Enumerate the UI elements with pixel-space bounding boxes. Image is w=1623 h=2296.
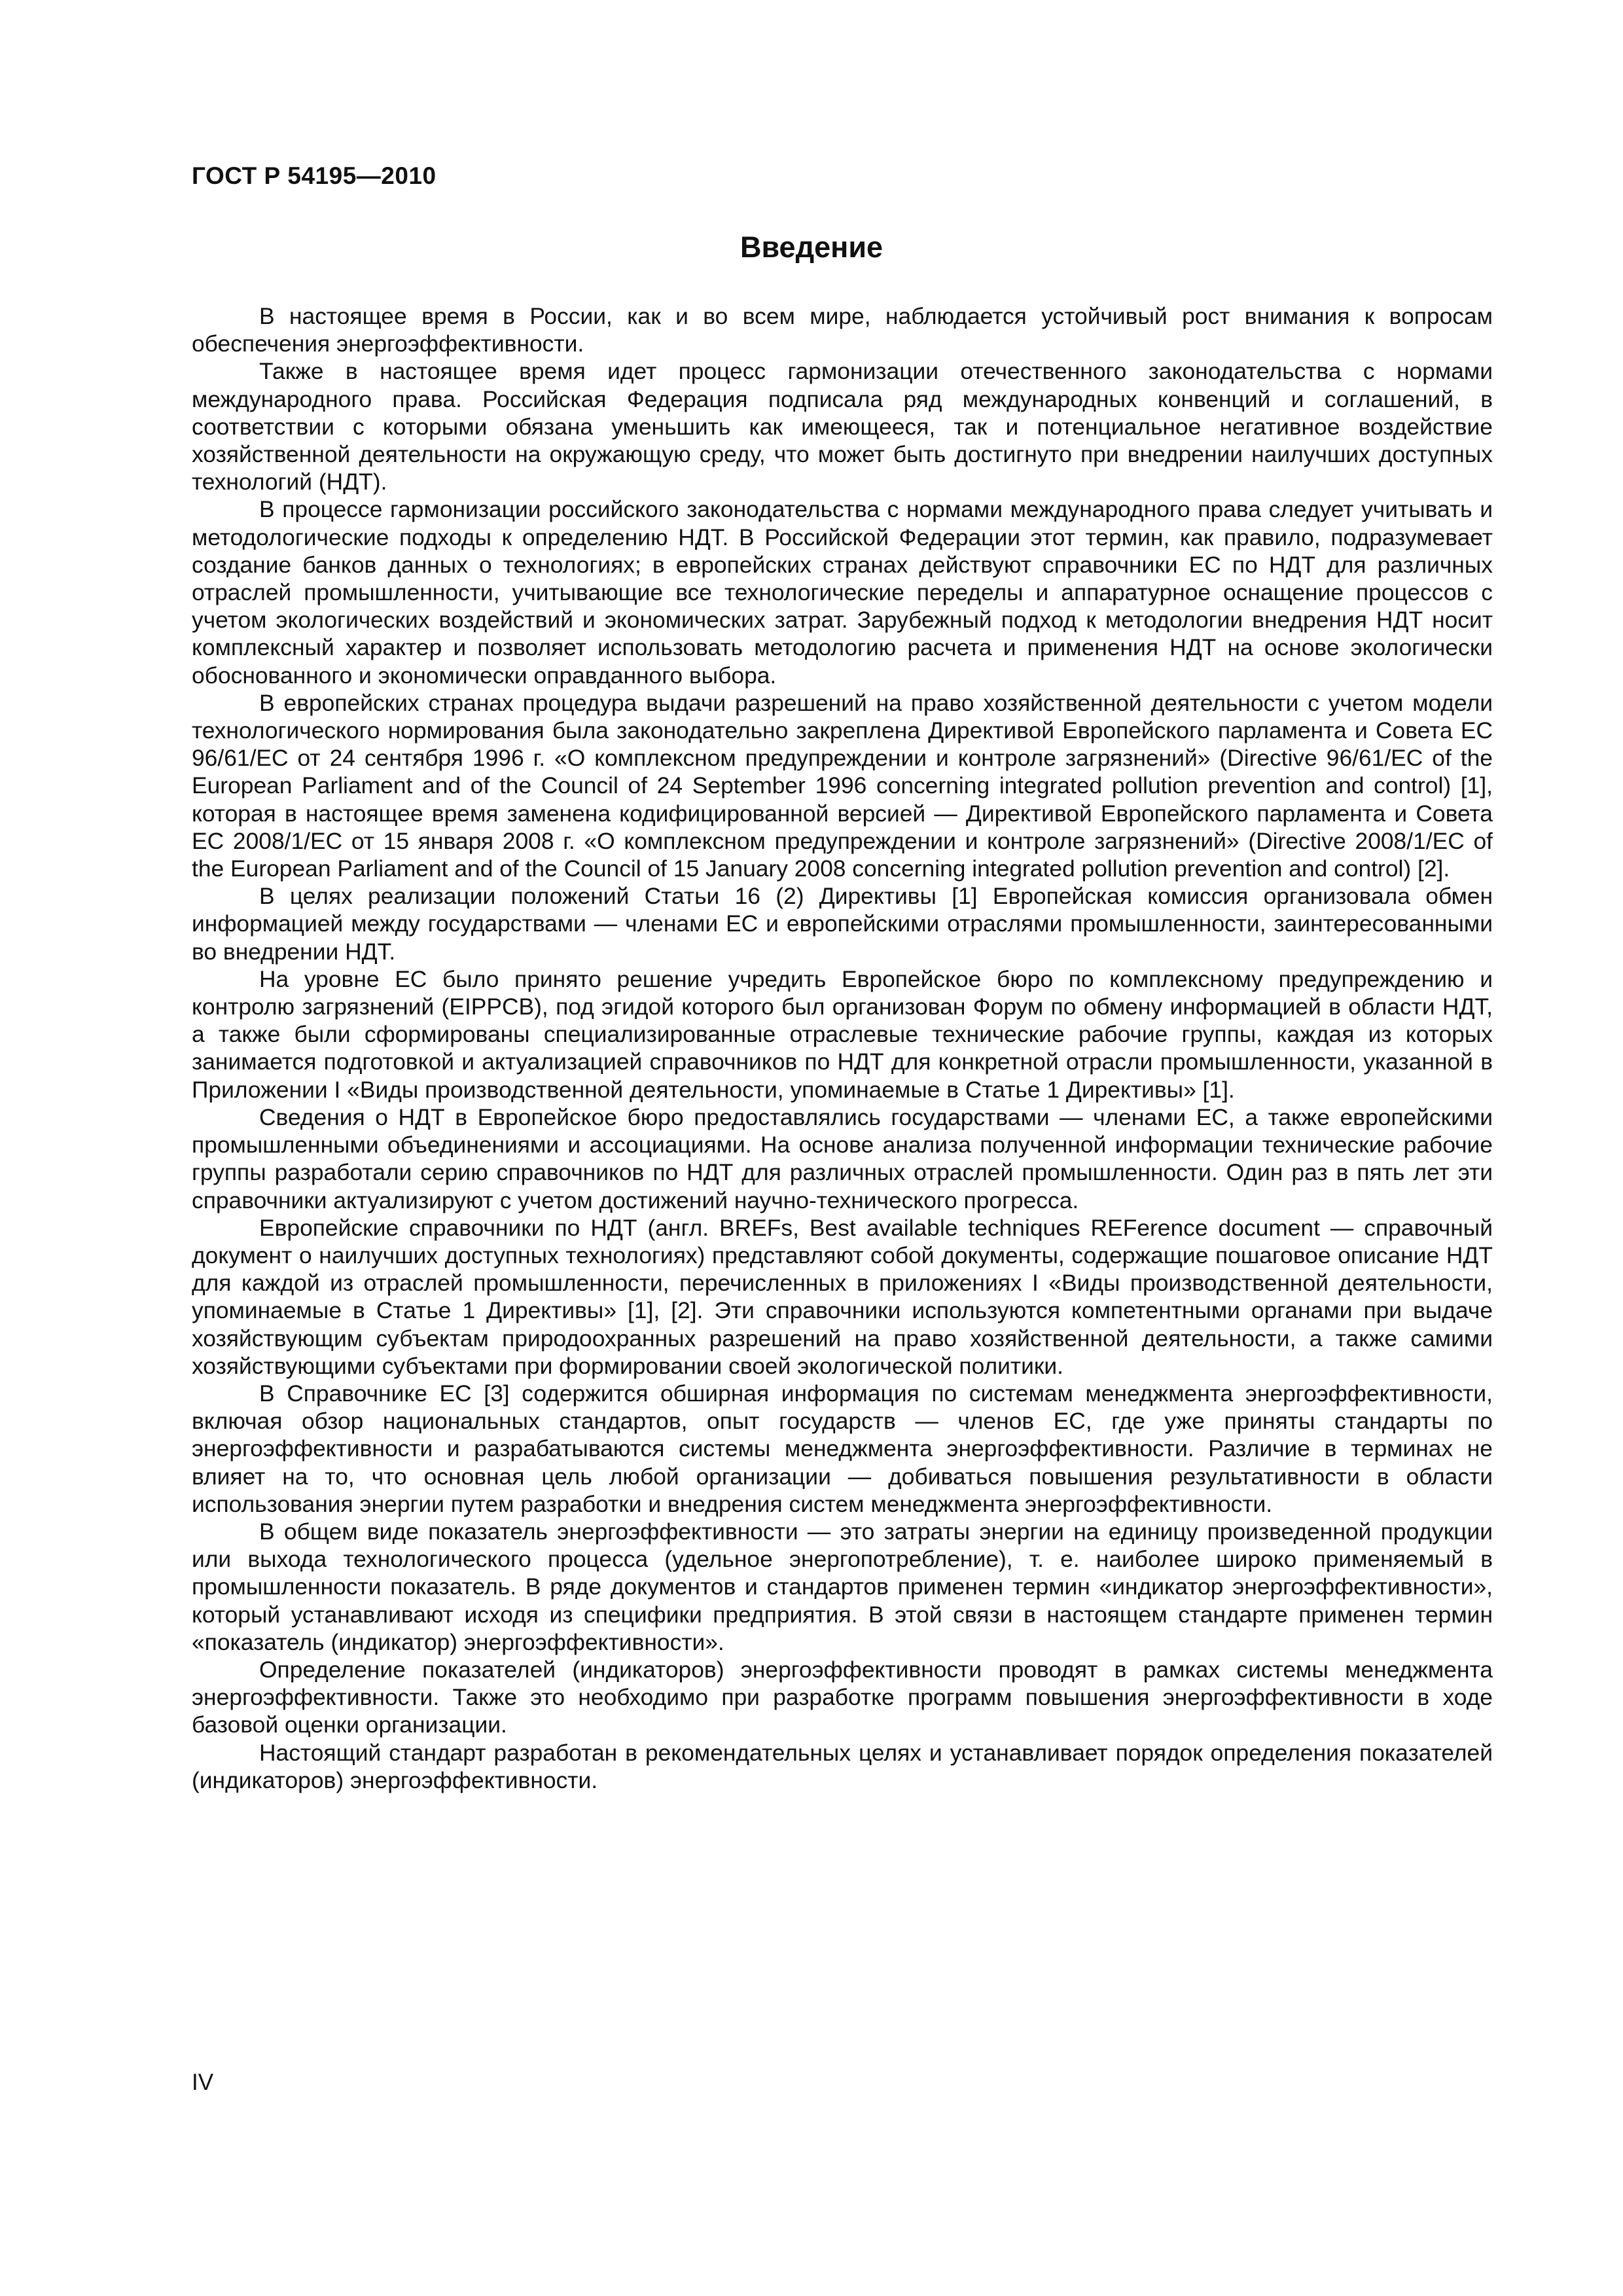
page-number: IV [192, 2070, 214, 2095]
paragraph: На уровне ЕС было принято решение учредить Европейское бюро по комплексному предупреждению и контролю загрязнений (EIPPCB), под эгидой которого был организован Форум по обмену информацией в области НДТ, а также были сформированы специализированные отраслевые технические рабочие группы, каждая из которых занимается подготовкой и актуализацией справочников по НДТ для конкретной отрасли промышленности, указанной в Приложении I «Виды производственной деятельности, упоминаемые в Статье 1 Директивы» [1]. [192, 965, 1493, 1103]
section-title: Введение [740, 230, 883, 264]
body-text [192, 302, 1493, 1794]
paragraph: Также в настоящее время идет процесс гармонизации отечественного законодательства с нормами международного права. Российская Федерация подписала ряд международных конвенций и соглашений, в соответствии с которыми обязана уменьшить как имеющееся, так и потенциальное негативное воздействие хозяйственной деятельности на окружающую среду, что может быть достигнуто при внедрении наилучших доступных технологий (НДТ). [192, 358, 1493, 495]
paragraph: В настоящее время в России, как и во всем мире, наблюдается устойчивый рост внимания к вопросам обеспечения энергоэффективности. [192, 303, 1493, 357]
paragraph: Настоящий стандарт разработан в рекомендательных целях и устанавливает порядок определения показателей (индикаторов) энергоэффективности. [192, 1739, 1493, 1793]
paragraph: В процессе гармонизации российского законодательства с нормами международного права следует учитывать и методологические подходы к определению НДТ. В Российской Федерации этот термин, как правило, подразумевает создание банков данных о технологиях; в европейских странах действуют справочники ЕС по НДТ для различных отраслей промышленности, учитывающие все технологические переделы и аппаратурное оснащение процессов с учетом экологических воздействий и экономических затрат. Зарубежный подход к методологии внедрения НДТ носит комплексный характер и позволяет использовать методологию расчета и применения НДТ на основе экологически обоснованного и экономически оправданного выбора. [192, 496, 1493, 689]
paragraph: В общем виде показатель энергоэффективности — это затраты энергии на единицу произведенной продукции или выхода технологического процесса (удельное энергопотребление), т. е. наиболее широко применяемый в промышленности показатель. В ряде документов и стандартов применен термин «индикатор энергоэффективности», который устанавливают исходя из специфики предприятия. В этой связи в настоящем стандарте применен термин «показатель (индикатор) энергоэффективности». [192, 1518, 1493, 1655]
paragraph: Европейские справочники по НДТ (англ. BREFs, Best available techniques REFerence document — справочный документ о наилучших доступных технологиях) представляют собой документы, содержащие пошаговое описание НДТ для каждой из отраслей промышленности, перечисленных в приложениях I «Виды производственной деятельности, упоминаемые в Статье 1 Директивы» [1], [2]. Эти справочники используются компетентными органами при выдаче хозяйствующим субъектам природоохранных разрешений на право хозяйственной деятельности, а также самими хозяйствующими субъектами при формировании своей экологической политики. [192, 1214, 1493, 1379]
document-id-header: ГОСТ Р 54195—2010 [192, 162, 437, 189]
paragraph: В европейских странах процедура выдачи разрешений на право хозяйственной деятельности с учетом модели технологического нормирования была законодательно закреплена Директивой Европейского парламента и Совета ЕС 96/61/ЕС от 24 сентября 1996 г. «О комплексном предупреждении и контроле загрязнений» (Directive 96/61/EC of the European Parliament and of the Council of 24 September 1996 concerning integrated pollution prevention and control) [1], которая в настоящее время заменена кодифицированной версией — Директивой Европейского парламента и Совета ЕС 2008/1/ЕС от 15 января 2008 г. «О комплексном предупреждении и контроле загрязнений» (Directive 2008/1/EC of the European Parliament and of the Council of 15 January 2008 concerning integrated pollution prevention and control) [2]. [192, 689, 1493, 882]
paragraph: В Справочнике ЕС [3] содержится обширная информация по системам менеджмента энергоэффективности, включая обзор национальных стандартов, опыт государств — членов ЕС, где уже приняты стандарты по энергоэффективности и разрабатываются системы менеджмента энергоэффективности. Различие в терминах не влияет на то, что основная цель любой организации — добиваться повышения результативности в области использования энергии путем разработки и внедрения систем менеджмента энергоэффективности. [192, 1380, 1493, 1517]
paragraph: Сведения о НДТ в Европейское бюро предоставлялись государствами — членами ЕС, а также европейскими промышленными объединениями и ассоциациями. На основе анализа полученной информации технические рабочие группы разработали серию справочников по НДТ для различных отраслей промышленности. Один раз в пять лет эти справочники актуализируют с учетом достижений научно-технического прогресса. [192, 1103, 1493, 1213]
paragraph: Определение показателей (индикаторов) энергоэффективности проводят в рамках системы менеджмента энергоэффективности. Также это необходимо при разработке программ повышения энергоэффективности в ходе базовой оценки организации. [192, 1656, 1493, 1738]
paragraph: В целях реализации положений Статьи 16 (2) Директивы [1] Европейская комиссия организовала обмен информацией между государствами — членами ЕС и европейскими отраслями промышленности, заинтересованными во внедрении НДТ. [192, 883, 1493, 965]
